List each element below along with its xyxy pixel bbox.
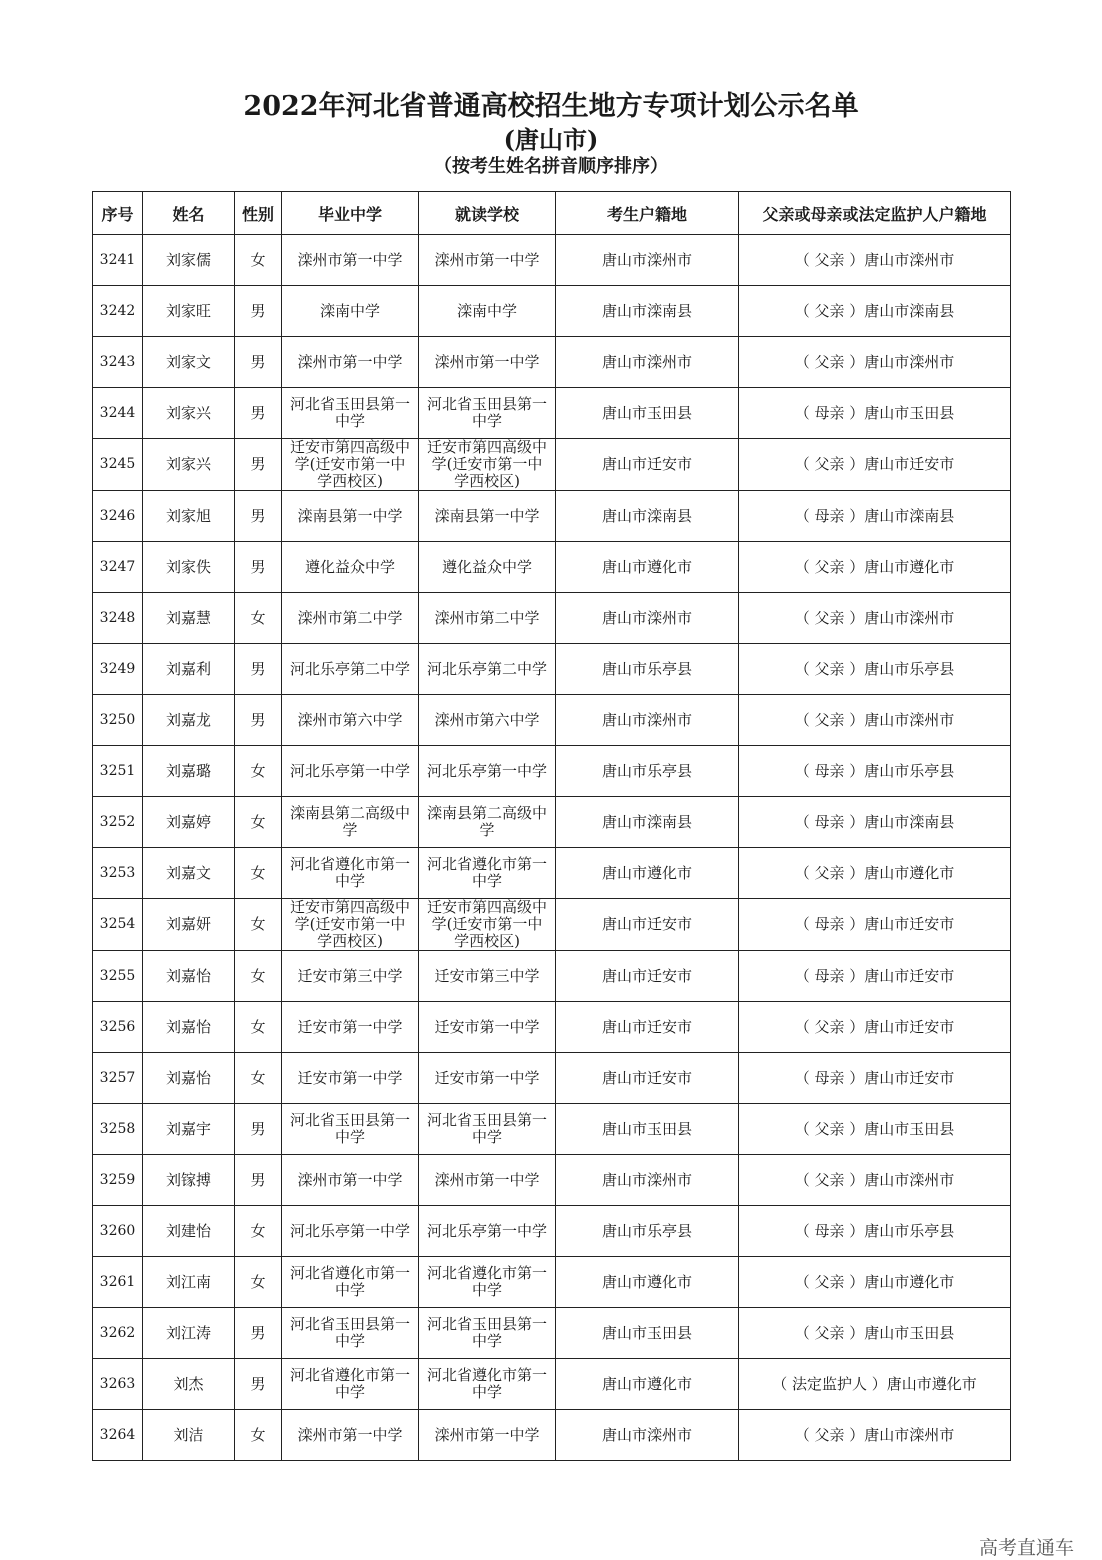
name-cell: 刘建怡 [143, 1206, 235, 1257]
gender-cell: 女 [235, 235, 282, 286]
graduate-school-cell: 河北乐亭第二中学 [282, 644, 419, 695]
name-cell: 刘家旭 [143, 491, 235, 542]
graduate-school-cell: 迁安市第三中学 [282, 951, 419, 1002]
table-row [93, 797, 1011, 848]
gender-cell: 女 [235, 1206, 282, 1257]
graduate-school-cell: 迁安市第一中学 [282, 1053, 419, 1104]
graduate-school-cell: 河北省遵化市第一中学 [282, 1257, 419, 1308]
name-cell: 刘嘉怡 [143, 1053, 235, 1104]
current-school-cell: 河北省遵化市第一中学 [419, 848, 556, 899]
current-school-cell: 河北省遵化市第一中学 [419, 1257, 556, 1308]
graduate-school-cell: 滦州市第一中学 [282, 337, 419, 388]
name-cell: 刘嘉璐 [143, 746, 235, 797]
guardian-household-cell: （ 父亲 ）唐山市迁安市 [739, 1002, 1011, 1053]
guardian-household-cell: （ 母亲 ）唐山市迁安市 [739, 1053, 1011, 1104]
guardian-household-cell: （ 父亲 ）唐山市滦南县 [739, 286, 1011, 337]
gender-cell: 男 [235, 439, 282, 491]
graduate-school-cell: 滦南县第二高级中学 [282, 797, 419, 848]
graduate-school-cell: 河北乐亭第一中学 [282, 1206, 419, 1257]
serial-cell: 3261 [93, 1257, 143, 1308]
household-cell: 唐山市滦州市 [556, 235, 739, 286]
guardian-household-cell: （ 父亲 ）唐山市玉田县 [739, 1104, 1011, 1155]
gender-cell: 女 [235, 1257, 282, 1308]
current-school-cell: 河北乐亭第一中学 [419, 746, 556, 797]
current-school-cell: 滦州市第一中学 [419, 1410, 556, 1461]
table-row [93, 1002, 1011, 1053]
table-row [93, 848, 1011, 899]
table-row [93, 1053, 1011, 1104]
serial-cell: 3252 [93, 797, 143, 848]
current-school-cell: 滦州市第一中学 [419, 235, 556, 286]
serial-cell: 3259 [93, 1155, 143, 1206]
table-row [93, 388, 1011, 439]
name-cell: 刘家兴 [143, 388, 235, 439]
graduate-school-cell: 滦南中学 [282, 286, 419, 337]
guardian-household-cell: （ 父亲 ）唐山市遵化市 [739, 1257, 1011, 1308]
name-cell: 刘洁 [143, 1410, 235, 1461]
guardian-household-cell: （ 母亲 ）唐山市迁安市 [739, 899, 1011, 951]
name-cell: 刘家儒 [143, 235, 235, 286]
graduate-school-cell: 河北省遵化市第一中学 [282, 1359, 419, 1410]
table-row [93, 1308, 1011, 1359]
current-school-cell: 河北乐亭第一中学 [419, 1206, 556, 1257]
page-title: 2022年河北省普通高校招生地方专项计划公示名单 [243, 91, 859, 122]
header-cell: 就读学校 [419, 192, 556, 235]
household-cell: 唐山市滦南县 [556, 286, 739, 337]
header-cell: 性别 [235, 192, 282, 235]
table-row [93, 899, 1011, 951]
household-cell: 唐山市迁安市 [556, 1053, 739, 1104]
household-cell: 唐山市滦南县 [556, 491, 739, 542]
graduate-school-cell: 河北省玉田县第一中学 [282, 1308, 419, 1359]
graduate-school-cell: 迁安市第四高级中学(迁安市第一中学西校区) [282, 899, 419, 951]
guardian-household-cell: （ 父亲 ）唐山市遵化市 [739, 848, 1011, 899]
current-school-cell: 迁安市第一中学 [419, 1002, 556, 1053]
guardian-household-cell: （ 母亲 ）唐山市乐亭县 [739, 746, 1011, 797]
current-school-cell: 滦州市第六中学 [419, 695, 556, 746]
watermark-text: 高考直通车 [978, 1537, 1074, 1559]
household-cell: 唐山市玉田县 [556, 1308, 739, 1359]
guardian-household-cell: （ 父亲 ）唐山市玉田县 [739, 1308, 1011, 1359]
current-school-cell: 迁安市第四高级中学(迁安市第一中学西校区) [419, 899, 556, 951]
gender-cell: 男 [235, 1308, 282, 1359]
gender-cell: 男 [235, 695, 282, 746]
household-cell: 唐山市滦州市 [556, 1155, 739, 1206]
name-cell: 刘嘉利 [143, 644, 235, 695]
serial-cell: 3257 [93, 1053, 143, 1104]
table-row [93, 951, 1011, 1002]
guardian-household-cell: （ 父亲 ）唐山市滦州市 [739, 235, 1011, 286]
serial-cell: 3244 [93, 388, 143, 439]
serial-cell: 3249 [93, 644, 143, 695]
current-school-cell: 河北省玉田县第一中学 [419, 1308, 556, 1359]
name-cell: 刘嘉妍 [143, 899, 235, 951]
household-cell: 唐山市迁安市 [556, 1002, 739, 1053]
guardian-household-cell: （ 父亲 ）唐山市滦州市 [739, 695, 1011, 746]
current-school-cell: 迁安市第一中学 [419, 1053, 556, 1104]
gender-cell: 女 [235, 797, 282, 848]
name-cell: 刘嘉婷 [143, 797, 235, 848]
table-row [93, 593, 1011, 644]
table-row [93, 286, 1011, 337]
guardian-household-cell: （ 父亲 ）唐山市遵化市 [739, 542, 1011, 593]
current-school-cell: 滦州市第二中学 [419, 593, 556, 644]
graduate-school-cell: 滦州市第一中学 [282, 1410, 419, 1461]
guardian-household-cell: （ 母亲 ）唐山市滦南县 [739, 491, 1011, 542]
table-body [93, 235, 1011, 1461]
current-school-cell: 河北省玉田县第一中学 [419, 388, 556, 439]
household-cell: 唐山市滦州市 [556, 337, 739, 388]
graduate-school-cell: 迁安市第四高级中学(迁安市第一中学西校区) [282, 439, 419, 491]
table-row [93, 644, 1011, 695]
household-cell: 唐山市玉田县 [556, 388, 739, 439]
current-school-cell: 滦南县第二高级中学 [419, 797, 556, 848]
gender-cell: 男 [235, 1155, 282, 1206]
serial-cell: 3262 [93, 1308, 143, 1359]
household-cell: 唐山市滦州市 [556, 1410, 739, 1461]
household-cell: 唐山市乐亭县 [556, 1206, 739, 1257]
current-school-cell: 迁安市第三中学 [419, 951, 556, 1002]
guardian-household-cell: （ 父亲 ）唐山市滦州市 [739, 1155, 1011, 1206]
serial-cell: 3250 [93, 695, 143, 746]
graduate-school-cell: 滦州市第一中学 [282, 235, 419, 286]
gender-cell: 女 [235, 593, 282, 644]
current-school-cell: 河北省遵化市第一中学 [419, 1359, 556, 1410]
gender-cell: 男 [235, 542, 282, 593]
name-cell: 刘家佚 [143, 542, 235, 593]
gender-cell: 男 [235, 491, 282, 542]
guardian-household-cell: （ 母亲 ）唐山市迁安市 [739, 951, 1011, 1002]
table-row [93, 491, 1011, 542]
name-cell: 刘嘉怡 [143, 951, 235, 1002]
graduate-school-cell: 迁安市第一中学 [282, 1002, 419, 1053]
serial-cell: 3242 [93, 286, 143, 337]
gender-cell: 男 [235, 1359, 282, 1410]
serial-cell: 3243 [93, 337, 143, 388]
household-cell: 唐山市遵化市 [556, 1257, 739, 1308]
graduate-school-cell: 滦州市第六中学 [282, 695, 419, 746]
gender-cell: 女 [235, 1002, 282, 1053]
current-school-cell: 滦州市第一中学 [419, 337, 556, 388]
household-cell: 唐山市玉田县 [556, 1104, 739, 1155]
table-row [93, 235, 1011, 286]
household-cell: 唐山市滦州市 [556, 593, 739, 644]
current-school-cell: 河北乐亭第二中学 [419, 644, 556, 695]
guardian-household-cell: （ 母亲 ）唐山市滦南县 [739, 797, 1011, 848]
current-school-cell: 滦州市第一中学 [419, 1155, 556, 1206]
guardian-household-cell: （ 法定监护人 ）唐山市遵化市 [739, 1359, 1011, 1410]
table-row [93, 695, 1011, 746]
page-subtitle: (唐山市) [503, 125, 599, 154]
current-school-cell: 滦南中学 [419, 286, 556, 337]
name-cell: 刘嘉宇 [143, 1104, 235, 1155]
header-cell: 父亲或母亲或法定监护人户籍地 [739, 192, 1011, 235]
table-row [93, 337, 1011, 388]
gender-cell: 男 [235, 286, 282, 337]
graduate-school-cell: 河北省玉田县第一中学 [282, 1104, 419, 1155]
household-cell: 唐山市滦南县 [556, 797, 739, 848]
graduate-school-cell: 河北省遵化市第一中学 [282, 848, 419, 899]
household-cell: 唐山市乐亭县 [556, 746, 739, 797]
table-row [93, 746, 1011, 797]
gender-cell: 男 [235, 388, 282, 439]
household-cell: 唐山市滦州市 [556, 695, 739, 746]
household-cell: 唐山市迁安市 [556, 899, 739, 951]
table-row [93, 1410, 1011, 1461]
serial-cell: 3241 [93, 235, 143, 286]
table-row [93, 1359, 1011, 1410]
name-cell: 刘家旺 [143, 286, 235, 337]
gender-cell: 男 [235, 337, 282, 388]
gender-cell: 女 [235, 848, 282, 899]
serial-cell: 3245 [93, 439, 143, 491]
header-cell: 考生户籍地 [556, 192, 739, 235]
serial-cell: 3255 [93, 951, 143, 1002]
guardian-household-cell: （ 母亲 ）唐山市乐亭县 [739, 1206, 1011, 1257]
serial-cell: 3254 [93, 899, 143, 951]
serial-cell: 3264 [93, 1410, 143, 1461]
name-cell: 刘江涛 [143, 1308, 235, 1359]
household-cell: 唐山市迁安市 [556, 439, 739, 491]
serial-cell: 3253 [93, 848, 143, 899]
guardian-household-cell: （ 父亲 ）唐山市滦州市 [739, 1410, 1011, 1461]
household-cell: 唐山市乐亭县 [556, 644, 739, 695]
table-row [93, 1257, 1011, 1308]
guardian-household-cell: （ 母亲 ）唐山市玉田县 [739, 388, 1011, 439]
gender-cell: 女 [235, 951, 282, 1002]
current-school-cell: 遵化益众中学 [419, 542, 556, 593]
name-cell: 刘嘉文 [143, 848, 235, 899]
household-cell: 唐山市遵化市 [556, 848, 739, 899]
name-cell: 刘家文 [143, 337, 235, 388]
gender-cell: 男 [235, 1104, 282, 1155]
household-cell: 唐山市遵化市 [556, 1359, 739, 1410]
table-row [93, 542, 1011, 593]
header-cell: 毕业中学 [282, 192, 419, 235]
serial-cell: 3247 [93, 542, 143, 593]
graduate-school-cell: 滦南县第一中学 [282, 491, 419, 542]
guardian-household-cell: （ 父亲 ）唐山市滦州市 [739, 337, 1011, 388]
serial-cell: 3260 [93, 1206, 143, 1257]
guardian-household-cell: （ 父亲 ）唐山市滦州市 [739, 593, 1011, 644]
graduate-school-cell: 遵化益众中学 [282, 542, 419, 593]
name-cell: 刘杰 [143, 1359, 235, 1410]
name-cell: 刘嘉怡 [143, 1002, 235, 1053]
gender-cell: 男 [235, 644, 282, 695]
current-school-cell: 滦南县第一中学 [419, 491, 556, 542]
table-row [93, 1104, 1011, 1155]
roster-table [92, 191, 1011, 1461]
gender-cell: 女 [235, 1410, 282, 1461]
serial-cell: 3258 [93, 1104, 143, 1155]
serial-cell: 3248 [93, 593, 143, 644]
guardian-household-cell: （ 父亲 ）唐山市乐亭县 [739, 644, 1011, 695]
guardian-household-cell: （ 父亲 ）唐山市迁安市 [739, 439, 1011, 491]
table-row [93, 439, 1011, 491]
graduate-school-cell: 河北乐亭第一中学 [282, 746, 419, 797]
serial-cell: 3263 [93, 1359, 143, 1410]
gender-cell: 女 [235, 746, 282, 797]
current-school-cell: 河北省玉田县第一中学 [419, 1104, 556, 1155]
graduate-school-cell: 滦州市第二中学 [282, 593, 419, 644]
gender-cell: 女 [235, 1053, 282, 1104]
name-cell: 刘江南 [143, 1257, 235, 1308]
graduate-school-cell: 滦州市第一中学 [282, 1155, 419, 1206]
serial-cell: 3256 [93, 1002, 143, 1053]
name-cell: 刘嘉龙 [143, 695, 235, 746]
sort-note: （按考生姓名拼音顺序排序） [434, 156, 668, 177]
name-cell: 刘家兴 [143, 439, 235, 491]
serial-cell: 3246 [93, 491, 143, 542]
graduate-school-cell: 河北省玉田县第一中学 [282, 388, 419, 439]
name-cell: 刘嘉慧 [143, 593, 235, 644]
table-header-row [93, 192, 1011, 235]
table-row [93, 1155, 1011, 1206]
serial-cell: 3251 [93, 746, 143, 797]
header-cell: 姓名 [143, 192, 235, 235]
household-cell: 唐山市迁安市 [556, 951, 739, 1002]
household-cell: 唐山市遵化市 [556, 542, 739, 593]
current-school-cell: 迁安市第四高级中学(迁安市第一中学西校区) [419, 439, 556, 491]
table-row [93, 1206, 1011, 1257]
name-cell: 刘镓搏 [143, 1155, 235, 1206]
header-cell: 序号 [93, 192, 143, 235]
gender-cell: 女 [235, 899, 282, 951]
